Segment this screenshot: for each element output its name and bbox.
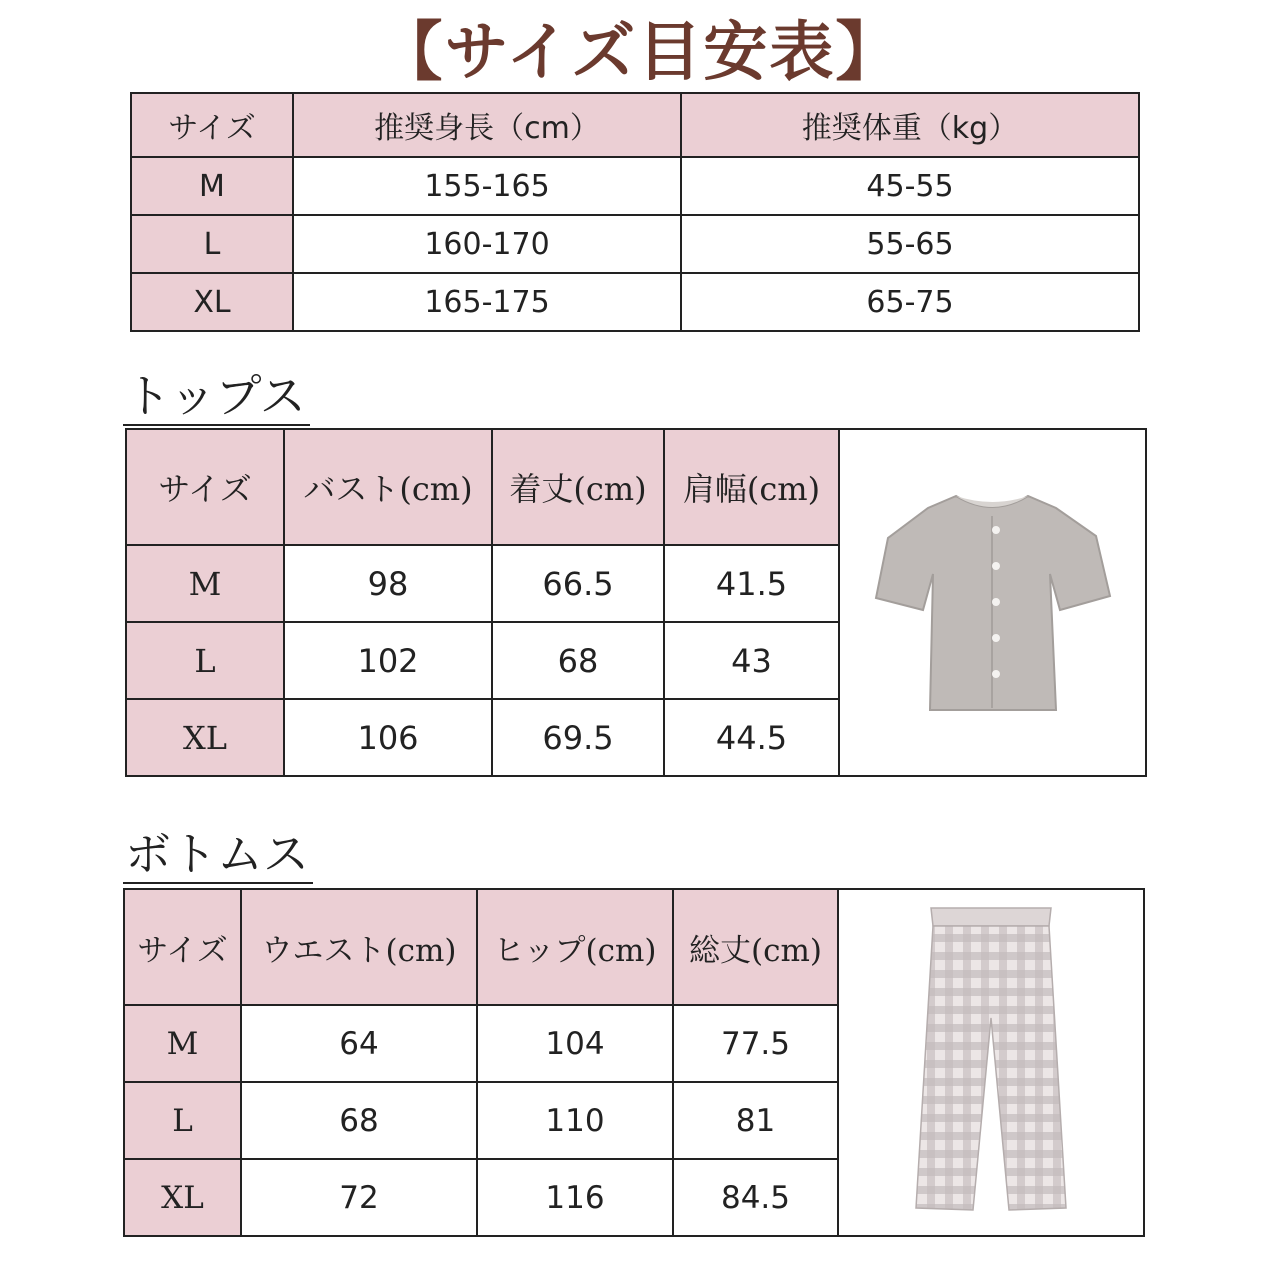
short-sleeve-shirt-icon bbox=[868, 478, 1118, 728]
table-cell: 98 bbox=[284, 545, 492, 622]
size-cell: L bbox=[124, 1082, 241, 1159]
header-cell: サイズ bbox=[131, 93, 293, 157]
size-cell: M bbox=[126, 545, 284, 622]
header-cell: バスト(cm) bbox=[284, 429, 492, 545]
size-cell: XL bbox=[126, 699, 284, 776]
table-cell: 77.5 bbox=[673, 1005, 838, 1082]
table-cell: 84.5 bbox=[673, 1159, 838, 1236]
table-cell: 66.5 bbox=[492, 545, 664, 622]
table-cell: 64 bbox=[241, 1005, 477, 1082]
table-cell: 68 bbox=[492, 622, 664, 699]
pants-image-cell bbox=[838, 889, 1144, 1236]
header-cell: 推奨身長（cm） bbox=[293, 93, 681, 157]
table-row bbox=[131, 157, 1139, 215]
table-row bbox=[131, 273, 1139, 331]
plaid-pants-icon bbox=[891, 898, 1091, 1228]
table-cell: 104 bbox=[477, 1005, 673, 1082]
table-cell: 116 bbox=[477, 1159, 673, 1236]
header-cell: 着丈(cm) bbox=[492, 429, 664, 545]
table-cell: 160-170 bbox=[293, 215, 681, 273]
header-cell: ヒップ(cm) bbox=[477, 889, 673, 1005]
table-cell: 43 bbox=[664, 622, 839, 699]
table-header-row bbox=[131, 93, 1139, 157]
table-cell: 68 bbox=[241, 1082, 477, 1159]
tops-heading: トップス bbox=[123, 368, 310, 426]
table-cell: 81 bbox=[673, 1082, 838, 1159]
shirt-image-cell bbox=[839, 429, 1146, 776]
table-cell: 44.5 bbox=[664, 699, 839, 776]
table-cell: 41.5 bbox=[664, 545, 839, 622]
table-cell: 55-65 bbox=[681, 215, 1139, 273]
table-cell: 155-165 bbox=[293, 157, 681, 215]
header-cell: サイズ bbox=[126, 429, 284, 545]
size-cell: M bbox=[124, 1005, 241, 1082]
header-cell: 総丈(cm) bbox=[673, 889, 838, 1005]
table-cell: 102 bbox=[284, 622, 492, 699]
table-cell: 165-175 bbox=[293, 273, 681, 331]
header-cell: ウエスト(cm) bbox=[241, 889, 477, 1005]
header-cell: 肩幅(cm) bbox=[664, 429, 839, 545]
header-cell: サイズ bbox=[124, 889, 241, 1005]
page-title: 【サイズ目安表】 bbox=[378, 16, 902, 90]
size-cell: XL bbox=[124, 1159, 241, 1236]
table-row bbox=[131, 215, 1139, 273]
table-cell: 72 bbox=[241, 1159, 477, 1236]
size-cell: L bbox=[126, 622, 284, 699]
table-cell: 69.5 bbox=[492, 699, 664, 776]
size-guide-table bbox=[130, 92, 1140, 332]
size-cell: M bbox=[131, 157, 293, 215]
bottoms-table bbox=[123, 888, 1145, 1237]
tops-table bbox=[125, 428, 1147, 777]
table-cell: 65-75 bbox=[681, 273, 1139, 331]
table-cell: 110 bbox=[477, 1082, 673, 1159]
table-header-row bbox=[126, 429, 1146, 545]
size-cell: L bbox=[131, 215, 293, 273]
header-cell: 推奨体重（kg） bbox=[681, 93, 1139, 157]
bottoms-heading: ボトムス bbox=[123, 826, 313, 884]
table-header-row bbox=[124, 889, 1144, 1005]
size-cell: XL bbox=[131, 273, 293, 331]
table-cell: 106 bbox=[284, 699, 492, 776]
table-cell: 45-55 bbox=[681, 157, 1139, 215]
